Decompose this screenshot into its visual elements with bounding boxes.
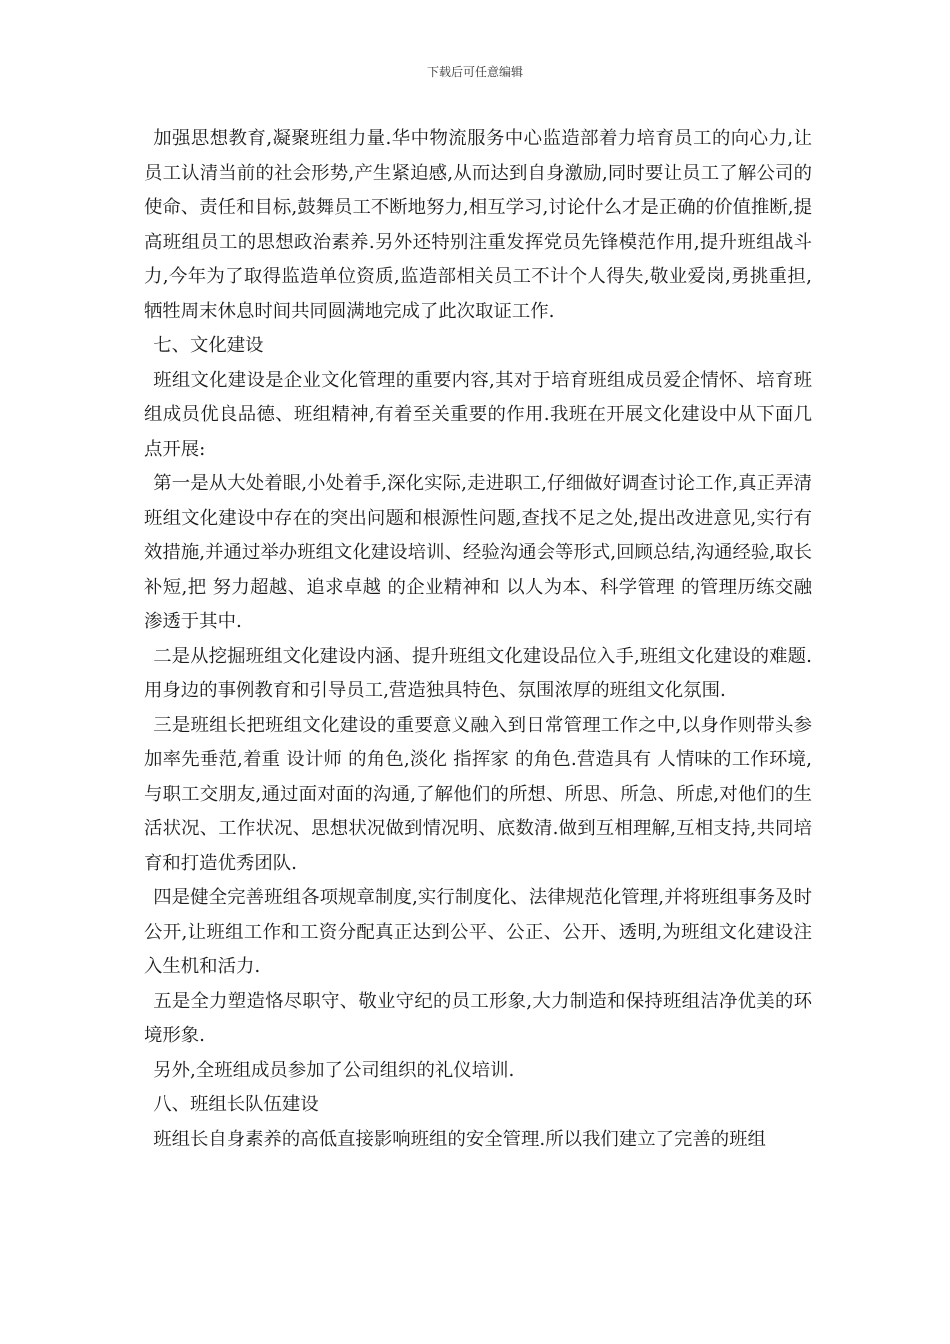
section-heading-culture: 七、文化建设 [153, 335, 264, 356]
paragraph-etiquette-training: 另外,全班组成员参加了公司组织的礼仪培训. [153, 1059, 515, 1081]
page-header: 下载后可任意编辑 [426, 65, 523, 79]
paragraph-ideological-education: 加强思想教育,凝聚班组力量.华中物流服务中心监造部着力培育员工的向心力,让员工认清当前的社会形势,产生紧迫感,从而达到自身激励,同时要让员工了解公司的使命、责任和目标,鼓舞员工不断地努力,相互学习,讨论什么才是正确的价值推断,提高班组员工的思想政治素养.另外还特别注重发挥党员先锋模范作用,提升班组战斗力,今年为了取得监造单位资质,监造部相关员工不计个人得失,敬业爱岗,勇挑重担,牺牲周末休息时间共同圆满地完成了此次取证工作. [144, 128, 812, 322]
section-heading-team-leader: 八、班组长队伍建设 [153, 1094, 319, 1115]
paragraph-team-leader: 班组长自身素养的高低直接影响班组的安全管理.所以我们建立了完善的班组 [153, 1128, 766, 1150]
paragraph-culture-intro: 班组文化建设是企业文化管理的重要内容,其对于培育班组成员爱企情怀、培育班组成员优良品德、班组精神,有着至关重要的作用.我班在开展文化建设中从下面几点开展: [144, 369, 812, 460]
document-body [144, 122, 812, 1157]
paragraph-culture-point-2: 二是从挖掘班组文化建设内涵、提升班组文化建设品位入手,班组文化建设的难题.用身边的事例教育和引导员工,营造独具特色、氛围浓厚的班组文化氛围. [144, 645, 812, 701]
paragraph-culture-point-5: 五是全力塑造恪尽职守、敬业守纪的员工形象,大力制造和保持班组洁净优美的环境形象. [144, 990, 812, 1046]
paragraph-culture-point-1: 第一是从大处着眼,小处着手,深化实际,走进职工,仔细做好调查讨论工作,真正弄清班组文化建设中存在的突出问题和根源性问题,查找不足之处,提出改进意见,实行有效措施,并通过举办班组文化建设培训、经验沟通会等形式,回顾总结,沟通经验,取长补短,把 努力超越、追求卓越 的企业精神和 以人为本、科学管理 的管理历练交融渗透于其中. [144, 473, 812, 632]
paragraph-culture-point-4: 四是健全完善班组各项规章制度,实行制度化、法律规范化管理,并将班组事务及时公开,让班组工作和工资分配真正达到公平、公正、公开、透明,为班组文化建设注入生机和活力. [144, 887, 812, 977]
paragraph-culture-point-3: 三是班组长把班组文化建设的重要意义融入到日常管理工作之中,以身作则带头参加率先垂范,着重 设计师 的角色,淡化 指挥家 的角色.营造具有 人情味的工作环境,与职工交朋友,通过面对面的沟通,了解他们的所想、所思、所急、所虑,对他们的生活状况、工作状况、思想状况做到情况明、底数清.做到互相理解,互相支持,共同培育和打造优秀团队. [144, 714, 812, 874]
